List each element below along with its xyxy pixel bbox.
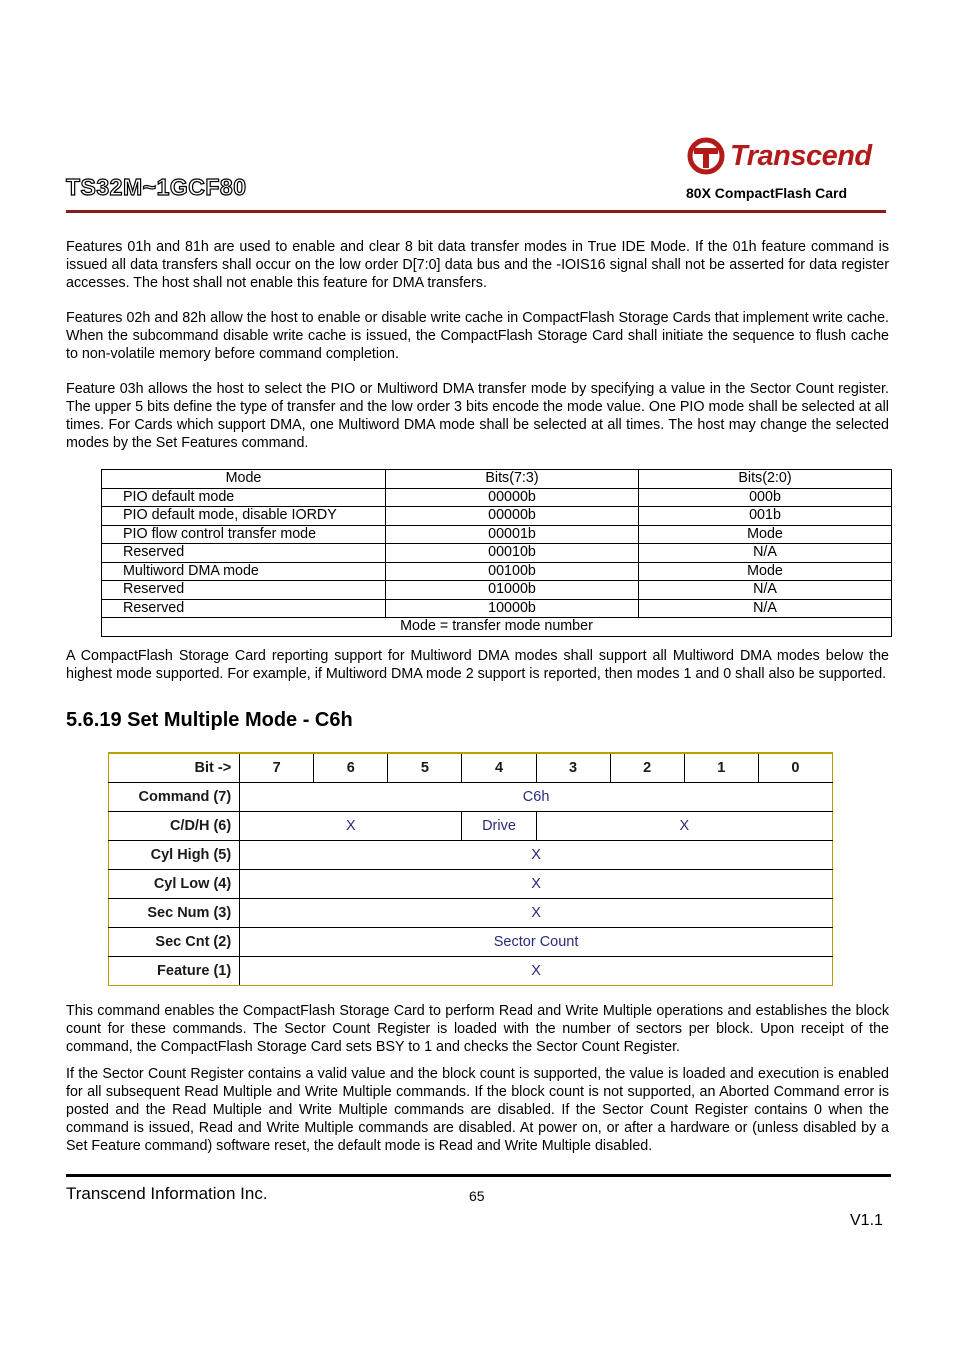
- bit-number: 7: [240, 753, 314, 783]
- register-row-cyl-low: [109, 870, 833, 899]
- bit-number: 2: [610, 753, 684, 783]
- mode-cell: Multiword DMA mode: [102, 562, 386, 581]
- register-value: X: [240, 899, 833, 928]
- footer-company: Transcend Information Inc.: [66, 1184, 268, 1203]
- register-label: Command (7): [109, 783, 240, 812]
- transfer-mode-table: [101, 469, 892, 637]
- table-row: [102, 525, 892, 544]
- bit-number: 1: [684, 753, 758, 783]
- table-footer-row: [102, 618, 892, 637]
- paragraph-command-description: This command enables the CompactFlash Storage Card to perform Read and Write Multiple operations and establishes the block count for these commands. The Sector Count Register is loaded with the number of sectors per block. Upon receipt of the command, the CompactFlash Storage Card sets BSY to 1 and checks the Sector Count Register.: [66, 1003, 889, 1055]
- bits-low-cell: N/A: [639, 581, 892, 600]
- register-label: Feature (1): [109, 957, 240, 986]
- paragraph-write-cache: Features 02h and 82h allow the host to enable or disable write cache in CompactFlash Storage Cards that implement write cache. When the subcommand disable write cache is issued, the CompactFlash Storage Card shall initiate the sequence to flush cache to non-volatile memory before command completion.: [66, 310, 889, 362]
- mode-cell: Reserved: [102, 544, 386, 563]
- bits-high-cell: 10000b: [386, 599, 639, 618]
- bits-high-cell: 00000b: [386, 488, 639, 507]
- register-label: C/D/H (6): [109, 812, 240, 841]
- table-row: [102, 599, 892, 618]
- register-row-command: [109, 783, 833, 812]
- bits-high-cell: 00100b: [386, 562, 639, 581]
- paragraph-multiword-dma: A CompactFlash Storage Card reporting support for Multiword DMA modes shall support all Multiword DMA modes below the highest mode supported. For example, if Multiword DMA mode 2 support is reported, then modes 1 and 0 shall also be supported.: [66, 648, 889, 682]
- register-label: Sec Cnt (2): [109, 928, 240, 957]
- drive-bit: Drive: [462, 812, 536, 841]
- bits-high-cell: 00001b: [386, 525, 639, 544]
- header-rule: [66, 210, 886, 213]
- bit-header-label: Bit ->: [109, 753, 240, 783]
- paragraph-8bit-mode: Features 01h and 81h are used to enable and clear 8 bit data transfer modes in True IDE Mode. If the 01h feature command is issued all data transfers shall occur on the low order D[7:0] data bus and the -IOIS16 signal shall not be asserted for data register accesses. The host shall not enable this feature for DMA transfers.: [66, 239, 889, 291]
- bits-low-cell: N/A: [639, 544, 892, 563]
- table-header-row: [102, 470, 892, 489]
- table-row: [102, 488, 892, 507]
- doc-subtitle: 80X CompactFlash Card: [686, 185, 848, 201]
- table-row: [102, 562, 892, 581]
- header-cell-bits-7-3: Bits(7:3): [386, 470, 639, 489]
- register-row-cyl-high: [109, 841, 833, 870]
- register-row-feature: [109, 957, 833, 986]
- register-value: X: [240, 812, 462, 841]
- mode-cell: PIO flow control transfer mode: [102, 525, 386, 544]
- register-label: Cyl High (5): [109, 841, 240, 870]
- doc-version: V1.1: [850, 1212, 883, 1229]
- bit-number: 3: [536, 753, 610, 783]
- register-row-cdh: [109, 812, 833, 841]
- mode-cell: Reserved: [102, 581, 386, 600]
- page-number: 65: [469, 1188, 485, 1204]
- bits-low-cell: N/A: [639, 599, 892, 618]
- table-row: [102, 544, 892, 563]
- register-label: Cyl Low (4): [109, 870, 240, 899]
- bit-number: 4: [462, 753, 536, 783]
- bits-low-cell: Mode: [639, 525, 892, 544]
- paragraph-transfer-mode: Feature 03h allows the host to select the PIO or Multiword DMA transfer mode by specifying a value in the Sector Count register. The upper 5 bits define the type of transfer and the low order 3 bits encode the mode value. One PIO mode shall be selected at all times. For Cards which support DMA, one Multiword DMA mode shall be selected at all times. The host may change the selected modes by the Set Features command.: [66, 381, 889, 451]
- register-value: X: [536, 812, 832, 841]
- table-row: [102, 507, 892, 526]
- mode-cell: Reserved: [102, 599, 386, 618]
- bit-number: 6: [314, 753, 388, 783]
- header-cell-bits-2-0: Bits(2:0): [639, 470, 892, 489]
- bits-low-cell: Mode: [639, 562, 892, 581]
- register-row-sec-num: [109, 899, 833, 928]
- bit-number: 0: [758, 753, 832, 783]
- bit-number: 5: [388, 753, 462, 783]
- bits-low-cell: 000b: [639, 488, 892, 507]
- register-value: C6h: [240, 783, 833, 812]
- register-label: Sec Num (3): [109, 899, 240, 928]
- register-value: X: [240, 957, 833, 986]
- bits-high-cell: 00000b: [386, 507, 639, 526]
- footer-rule: [66, 1174, 891, 1177]
- bits-low-cell: 001b: [639, 507, 892, 526]
- register-value: X: [240, 841, 833, 870]
- transcend-logo: [686, 136, 882, 176]
- transcend-logo-icon: [686, 136, 726, 176]
- section-heading: 5.6.19 Set Multiple Mode - C6h: [66, 709, 353, 731]
- register-value: Sector Count: [240, 928, 833, 957]
- table-row: [102, 581, 892, 600]
- bits-high-cell: 00010b: [386, 544, 639, 563]
- register-bit-table: [108, 752, 833, 986]
- table-footnote: Mode = transfer mode number: [102, 618, 892, 637]
- mode-cell: PIO default mode, disable IORDY: [102, 507, 386, 526]
- bit-header-row: [109, 753, 833, 783]
- mode-cell: PIO default mode: [102, 488, 386, 507]
- register-value: X: [240, 870, 833, 899]
- paragraph-sector-count-behavior: If the Sector Count Register contains a valid value and the block count is supported, the value is loaded and execution is enabled for all subsequent Read Multiple and Write Multiple commands. If the block count is not supported, an Aborted Command error is posted and the Read Multiple and Write Multiple commands are disabled. If the Sector Count Register contains 0 when the command is issued, Read and Write Multiple commands are disabled. At power on, or after a hardware or (unless disabled by a Set Feature command) software reset, the default mode is Read and Write Multiple disabled.: [66, 1066, 889, 1154]
- doc-title: TS32M~1GCF80: [66, 174, 247, 200]
- bits-high-cell: 01000b: [386, 581, 639, 600]
- brand-wordmark: Transcend: [730, 140, 872, 172]
- header-cell-mode: Mode: [102, 470, 386, 489]
- register-row-sec-cnt: [109, 928, 833, 957]
